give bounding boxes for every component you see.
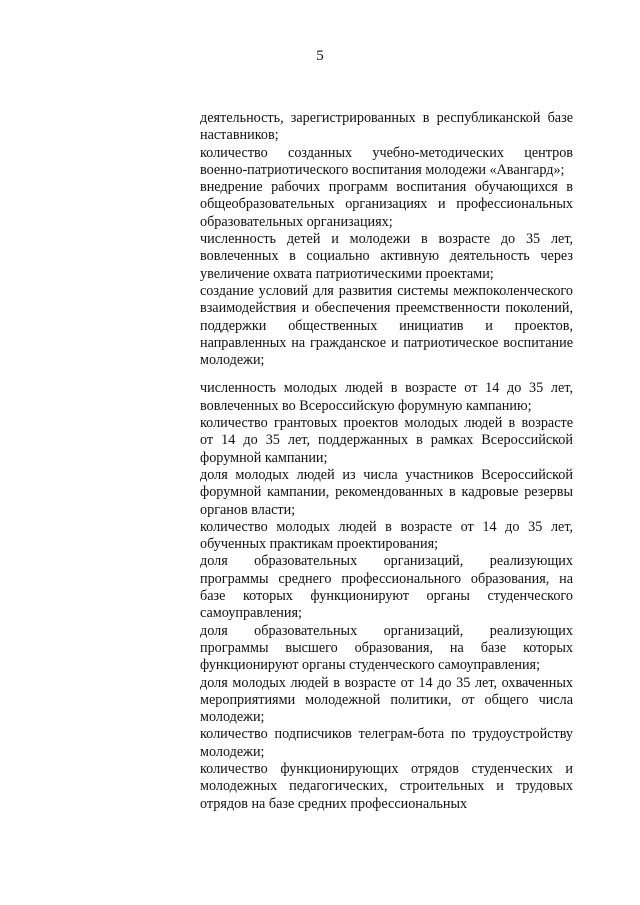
list-item: численность молодых людей в возрасте от 14 до 35 лет, вовлеченных во Всероссийскую форумную кампанию; [200, 380, 573, 414]
list-item: деятельность, зарегистрированных в республиканской базе наставников; [200, 110, 573, 144]
list-item: доля молодых людей из числа участников Всероссийской форумной кампании, рекомендованных в кадровые резервы органов власти; [200, 466, 573, 518]
list-item: количество подписчиков телеграм-бота по трудоустройству молодежи; [200, 726, 573, 760]
list-item: количество функционирующих отрядов студенческих и молодежных педагогических, строительных и трудовых отрядов на базе средних профессиональных [200, 760, 573, 812]
page-number: 5 [316, 48, 324, 64]
list-item: доля образовательных организаций, реализующих программы среднего профессионального образования, на базе которых функционируют органы студенческого самоуправления; [200, 553, 573, 622]
list-item: создание условий для развития системы межпоколенческого взаимодействия и обеспечения преемственности поколений, поддержки общественных инициатив и проектов, направленных на гражданское и патриотическое воспитание молодежи; [200, 282, 573, 369]
list-item: количество созданных учебно-методических центров военно-патриотического воспитания молодежи «Авангард»; [200, 144, 573, 178]
list-item: количество молодых людей в возрасте от 14 до 35 лет, обученных практикам проектирования; [200, 518, 573, 553]
list-item: доля образовательных организаций, реализующих программы высшего образования, на базе которых функционируют органы студенческого самоуправления; [200, 622, 573, 674]
list-item: внедрение рабочих программ воспитания обучающихся в общеобразовательных организациях и профессиональных образовательных организациях; [200, 179, 573, 230]
list-item: доля молодых людей в возрасте от 14 до 35 лет, охваченных мероприятиями молодежной политики, от общего числа молодежи; [200, 674, 573, 726]
list-item: численность детей и молодежи в возрасте до 35 лет, вовлеченных в социально активную деятельность через увеличение охвата патриотическими проектами; [200, 231, 573, 282]
document-body [200, 110, 573, 813]
list-item: количество грантовых проектов молодых людей в возрасте от 14 до 35 лет, поддержанных в рамках Всероссийской форумной кампании; [200, 415, 573, 466]
